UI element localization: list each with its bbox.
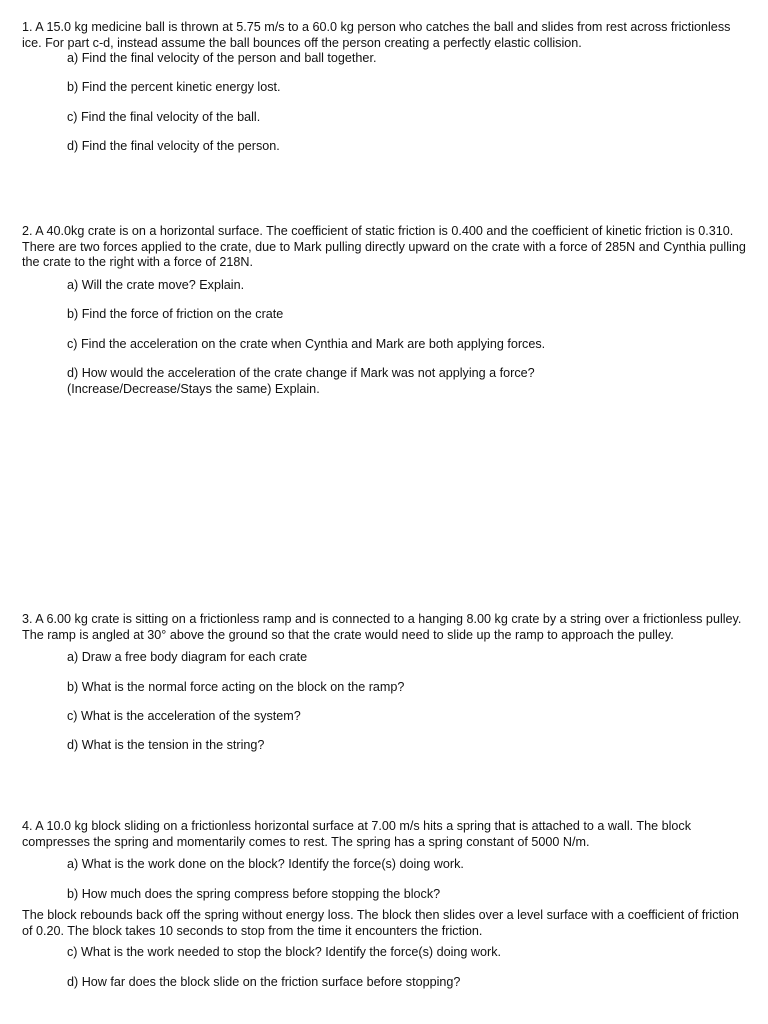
problem-4-part-d: d) How far does the block slide on the friction surface before stopping? xyxy=(67,974,461,989)
problem-2 xyxy=(22,224,752,397)
problem-2-part-c: c) Find the acceleration on the crate when Cynthia and Mark are both applying forces. xyxy=(67,336,546,351)
problem-4-part-a: a) What is the work done on the block? Identify the force(s) doing work. xyxy=(67,857,464,872)
problem-4-middle-text: The block rebounds back off the spring without energy loss. The block then slides over a level surface with a coefficient of friction of 0.20. The block takes 10 seconds to stop from the time it encounters the friction. xyxy=(22,908,739,938)
problem-2-parts xyxy=(22,278,752,397)
problem-4-part-b: b) How much does the spring compress before stopping the block? xyxy=(67,886,441,901)
problem-1-part-b: b) Find the percent kinetic energy lost. xyxy=(67,80,281,95)
problem-4-parts xyxy=(22,857,752,902)
problem-1-part-d: d) Find the final velocity of the person. xyxy=(67,138,280,153)
problem-1-stem: 1. A 15.0 kg medicine ball is thrown at 5.75 m/s to a 60.0 kg person who catches the ball and slides from rest across frictionless ice. For part c-d, instead assume the ball bounces off the person creating a perfectly elastic collision. xyxy=(22,20,731,50)
problem-1-part-a: a) Find the final velocity of the person and ball together. xyxy=(67,51,377,66)
problem-2-stem: 2. A 40.0kg crate is on a horizontal surface. The coefficient of static friction is 0.400 and the coefficient of kinetic friction is 0.310. There are two forces applied to the crate, due to Mark pulling directly upward on the crate with a force of 285N and Cynthia pulling the crate to the right with a force of 218N. xyxy=(22,224,746,270)
problem-3-stem: 3. A 6.00 kg crate is sitting on a frictionless ramp and is connected to a hanging 8.00 kg crate by a string over a frictionless pulley. The ramp is angled at 30° above the ground so that the crate would need to slide up the ramp to approach the pulley. xyxy=(22,612,742,642)
problem-3-part-c: c) What is the acceleration of the system? xyxy=(67,708,301,723)
problem-3 xyxy=(22,612,752,754)
problem-3-part-a: a) Draw a free body diagram for each crate xyxy=(67,650,308,665)
problem-1-parts xyxy=(22,51,752,154)
problem-4-stem: 4. A 10.0 kg block sliding on a frictionless horizontal surface at 7.00 m/s hits a spring that is attached to a wall. The block compresses the spring and momentarily comes to rest. The spring has a spring constant of 5000 N/m. xyxy=(22,819,691,849)
problem-1 xyxy=(22,20,752,168)
problem-2-part-b: b) Find the force of friction on the crate xyxy=(67,307,284,322)
problem-4-part-c: c) What is the work needed to stop the block? Identify the force(s) doing work. xyxy=(67,945,501,960)
problem-3-parts xyxy=(22,650,752,754)
problem-3-part-b: b) What is the normal force acting on the block on the ramp? xyxy=(67,679,405,694)
problem-2-part-a: a) Will the crate move? Explain. xyxy=(67,277,245,292)
problem-4-parts-2 xyxy=(22,945,752,990)
problem-2-part-d: d) How would the acceleration of the crate change if Mark was not applying a force? (Increase/Decrease/Stays the same) Explain. xyxy=(67,365,535,396)
problem-4 xyxy=(22,819,752,990)
problem-3-part-d: d) What is the tension in the string? xyxy=(67,738,265,753)
problem-1-part-c: c) Find the final velocity of the ball. xyxy=(67,109,261,124)
